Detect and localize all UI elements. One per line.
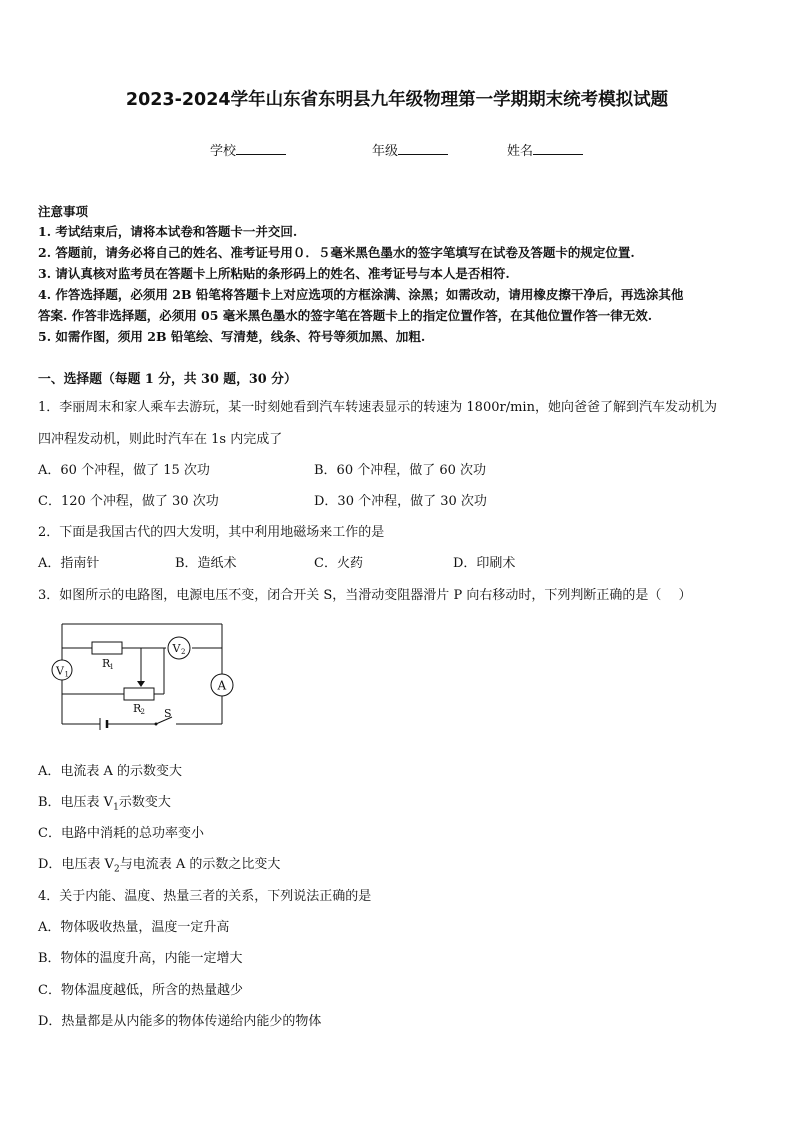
question-2-option-c: C．火药 [314, 556, 363, 571]
r2-label: R [133, 702, 142, 715]
question-3-option-c: C．电路中消耗的总功率变小 [38, 826, 204, 841]
question-1-option-c: C．120 个冲程，做了 30 次功 [38, 494, 219, 509]
v2-label: V [172, 642, 181, 655]
question-4-option-b: B．物体的温度升高，内能一定增大 [38, 951, 243, 966]
notice-heading: 注意事项 [38, 204, 89, 219]
resistor-r1 [92, 642, 122, 654]
section-heading: 一、选择题（每题 1 分，共 30 题，30 分） [38, 372, 297, 387]
r1-label: R [102, 657, 111, 670]
circuit-diagram [44, 618, 244, 734]
question-4-option-d: D．热量都是从内能多的物体传递给内能少的物体 [38, 1014, 322, 1029]
switch-pivot [155, 723, 158, 726]
v1-label: V [56, 664, 64, 678]
notice-item: 2. 答题前，请务必将自己的姓名、准考证号用０．５毫米黑色墨水的签字笔填写在试卷及答题卡的规定位置. [38, 245, 635, 260]
v1-sub: 1 [64, 670, 69, 679]
question-2-stem: 2．下面是我国古代的四大发明，其中利用地磁场来工作的是 [38, 525, 385, 540]
question-3-option-b [38, 791, 171, 813]
notice-item: 4. 作答选择题，必须用 2B 铅笔将答题卡上对应选项的方框涂满、涂黑；如需改动，请用橡皮擦干净后，再选涂其他 [38, 287, 684, 302]
school-label: 学校 [210, 144, 237, 159]
option-b-suffix: 示数变大 [118, 795, 171, 810]
grade-blank [398, 142, 448, 155]
v2-sub: 2 [181, 648, 186, 656]
question-2-option-a: A．指南针 [38, 556, 100, 571]
option-d-sub: 2 [113, 864, 120, 875]
name-label: 姓名 [507, 144, 534, 159]
question-3-option-a: A．电流表 A 的示数变大 [38, 764, 183, 779]
question-1-stem-cont: 四冲程发动机，则此时汽车在 1s 内完成了 [38, 432, 283, 447]
page-title: 2023-2024学年山东省东明县九年级物理第一学期期末统考模拟试题 [125, 90, 669, 110]
option-d-suffix: 与电流表 A 的示数之比变大 [119, 857, 281, 872]
notice-item: 3. 请认真核对监考员在答题卡上所粘贴的条形码上的姓名、准考证号与本人是否相符. [38, 266, 510, 281]
grade-label: 年级 [372, 144, 399, 159]
school-blank [236, 142, 286, 155]
question-2-option-d: D．印刷术 [453, 556, 516, 571]
school-field [210, 140, 286, 159]
ammeter-label: A [217, 678, 227, 693]
question-4-option-a: A．物体吸收热量，温度一定升高 [38, 920, 230, 935]
name-blank [533, 142, 583, 155]
option-b-sub: 1 [113, 802, 119, 813]
r2-sub: 2 [140, 708, 145, 716]
switch-label: S [164, 707, 172, 720]
notice-item: 1. 考试结束后，请将本试卷和答题卡一并交回. [38, 224, 298, 239]
question-4-stem: 4．关于内能、温度、热量三者的关系，下列说法正确的是 [38, 889, 372, 904]
r1-sub: 1 [109, 663, 114, 671]
option-b-prefix: B．电压表 V [38, 795, 114, 810]
question-2-option-b: B．造纸术 [175, 556, 237, 571]
rheostat-r2 [124, 688, 154, 700]
notice-item: 答案. 作答非选择题，必须用 05 毫米黑色墨水的签字笔在答题卡上的指定位置作答，在其他位置作答一律无效. [38, 308, 653, 323]
name-field [507, 140, 583, 159]
question-1-option-b: B．60 个冲程，做了 60 次功 [314, 463, 487, 478]
question-3-option-d [38, 853, 280, 875]
notice-item: 5. 如需作图，须用 2B 铅笔绘、写清楚，线条、符号等须加黑、加粗. [38, 329, 426, 344]
slider-arrow-icon [137, 681, 145, 687]
question-4-option-c: C．物体温度越低，所含的热量越少 [38, 983, 243, 998]
option-d-prefix: D．电压表 V [38, 857, 114, 872]
question-1-option-d: D．30 个冲程，做了 30 次功 [314, 494, 487, 509]
question-1-option-a: A．60 个冲程，做了 15 次功 [38, 463, 210, 478]
question-1-stem: 1．李丽周末和家人乘车去游玩，某一时刻她看到汽车转速表显示的转速为 1800r/min，她向爸爸了解到汽车发动机为 [38, 400, 717, 415]
question-3-stem: 3．如图所示的电路图，电源电压不变，闭合开关 S，当滑动变阻器滑片 P 向右移动时，下列判断正确的是（ ） [38, 588, 692, 603]
grade-field [372, 140, 448, 159]
